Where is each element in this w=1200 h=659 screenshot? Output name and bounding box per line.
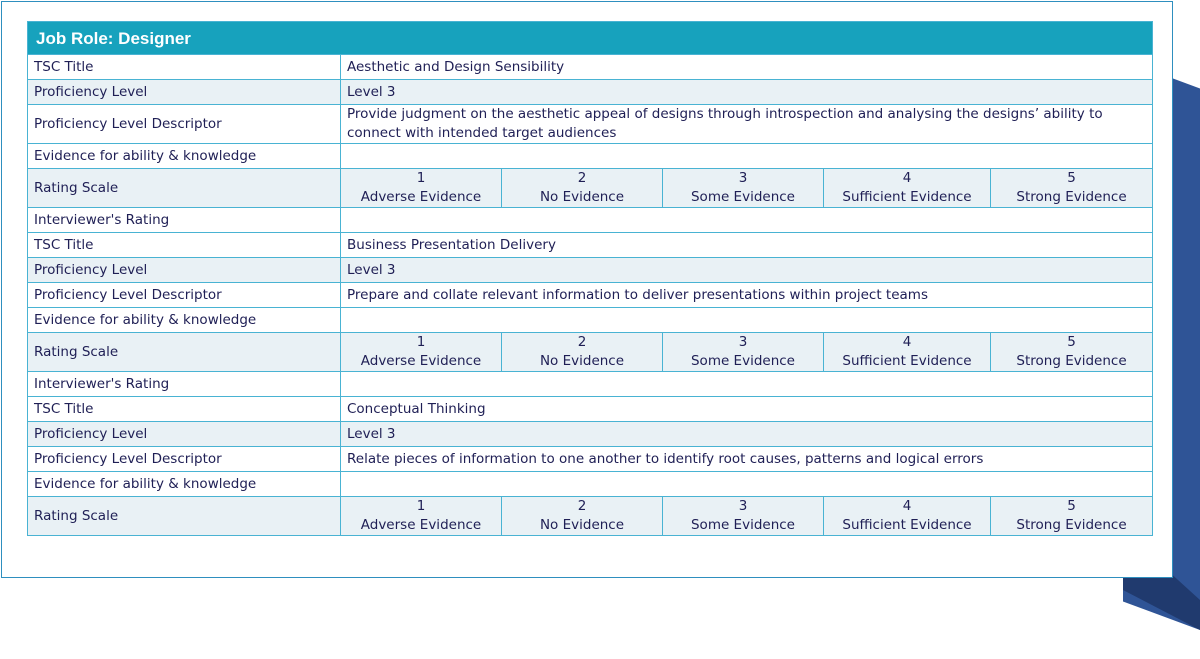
rating-scale-label: Rating Scale — [28, 497, 341, 536]
rating-label: No Evidence — [539, 517, 625, 533]
evidence-input-cell[interactable] — [341, 144, 1153, 169]
rating-label: Adverse Evidence — [360, 189, 482, 205]
rating-number: 2 — [577, 170, 587, 186]
table-row — [28, 447, 1153, 472]
rating-option-2[interactable] — [502, 169, 663, 208]
rating-label: Sufficient Evidence — [842, 517, 972, 533]
table-row — [28, 55, 1153, 80]
table-row — [28, 372, 1153, 397]
descriptor-label: Proficiency Level Descriptor — [28, 447, 341, 472]
evidence-label: Evidence for ability & knowledge — [28, 308, 341, 333]
tsc-title-value: Conceptual Thinking — [341, 397, 1153, 422]
table-row — [28, 208, 1153, 233]
rating-option-3[interactable] — [663, 169, 824, 208]
rating-option-4[interactable] — [824, 497, 991, 536]
proficiency-level-value: Level 3 — [341, 258, 1153, 283]
descriptor-value: Relate pieces of information to one another to identify root causes, patterns and logical errors — [341, 447, 1153, 472]
rating-option-3[interactable] — [663, 497, 824, 536]
rating-number: 1 — [416, 498, 426, 514]
proficiency-level-value: Level 3 — [341, 422, 1153, 447]
evidence-label: Evidence for ability & knowledge — [28, 472, 341, 497]
table-row — [28, 283, 1153, 308]
table-row — [28, 233, 1153, 258]
table-row — [28, 258, 1153, 283]
evidence-input-cell[interactable] — [341, 308, 1153, 333]
rating-option-2[interactable] — [502, 333, 663, 372]
descriptor-label: Proficiency Level Descriptor — [28, 283, 341, 308]
rating-label: Strong Evidence — [1016, 517, 1127, 533]
table-row — [28, 333, 1153, 372]
rating-label: Some Evidence — [690, 353, 795, 369]
table-row — [28, 169, 1153, 208]
proficiency-level-label: Proficiency Level — [28, 80, 341, 105]
assessment-card — [1, 1, 1173, 578]
rating-option-4[interactable] — [824, 169, 991, 208]
evidence-input-cell[interactable] — [341, 472, 1153, 497]
interviewer-rating-input-cell[interactable] — [341, 372, 1153, 397]
interviewer-rating-label: Interviewer's Rating — [28, 208, 341, 233]
tsc-title-value: Business Presentation Delivery — [341, 233, 1153, 258]
rating-number: 5 — [1067, 498, 1076, 514]
table-row — [28, 105, 1153, 144]
rating-number: 4 — [902, 498, 912, 514]
table-row — [28, 497, 1153, 536]
rating-number: 3 — [738, 170, 748, 186]
table-row — [28, 80, 1153, 105]
proficiency-level-label: Proficiency Level — [28, 422, 341, 447]
evidence-label: Evidence for ability & knowledge — [28, 144, 341, 169]
rating-number: 3 — [738, 334, 748, 350]
rating-option-1[interactable] — [341, 497, 502, 536]
rating-number: 1 — [416, 170, 426, 186]
table-row — [28, 472, 1153, 497]
rating-option-5[interactable] — [991, 497, 1153, 536]
rating-label: Strong Evidence — [1016, 353, 1127, 369]
rating-scale-label: Rating Scale — [28, 333, 341, 372]
rating-scale-label: Rating Scale — [28, 169, 341, 208]
rating-number: 5 — [1067, 334, 1076, 350]
rating-option-2[interactable] — [502, 497, 663, 536]
table-row — [28, 144, 1153, 169]
proficiency-level-label: Proficiency Level — [28, 258, 341, 283]
rating-option-1[interactable] — [341, 169, 502, 208]
interviewer-rating-label: Interviewer's Rating — [28, 372, 341, 397]
interviewer-rating-input-cell[interactable] — [341, 208, 1153, 233]
rating-number: 3 — [738, 498, 748, 514]
descriptor-label: Proficiency Level Descriptor — [28, 105, 341, 144]
rating-number: 5 — [1067, 170, 1076, 186]
rating-label: Adverse Evidence — [360, 353, 482, 369]
rating-label: Sufficient Evidence — [842, 353, 972, 369]
table-row — [28, 422, 1153, 447]
rating-number: 2 — [577, 498, 587, 514]
rating-number: 4 — [902, 334, 912, 350]
tsc-title-label: TSC Title — [28, 233, 341, 258]
rating-option-1[interactable] — [341, 333, 502, 372]
tsc-title-label: TSC Title — [28, 55, 341, 80]
rating-number: 1 — [416, 334, 426, 350]
rating-label: No Evidence — [539, 353, 625, 369]
descriptor-value: Provide judgment on the aesthetic appeal of designs through introspection and analysing the designs’ ability to connect with intended target audiences — [341, 105, 1153, 144]
rating-number: 4 — [902, 170, 912, 186]
rating-label: Some Evidence — [690, 517, 795, 533]
rating-label: Strong Evidence — [1016, 189, 1127, 205]
rating-option-5[interactable] — [991, 169, 1153, 208]
descriptor-value: Prepare and collate relevant information to deliver presentations within project teams — [341, 283, 1153, 308]
rating-label: Sufficient Evidence — [842, 189, 972, 205]
tsc-title-label: TSC Title — [28, 397, 341, 422]
rating-label: Adverse Evidence — [360, 517, 482, 533]
tsc-title-value: Aesthetic and Design Sensibility — [341, 55, 1153, 80]
assessment-table — [27, 21, 1153, 536]
rating-number: 2 — [577, 334, 587, 350]
proficiency-level-value: Level 3 — [341, 80, 1153, 105]
rating-option-5[interactable] — [991, 333, 1153, 372]
job-role-title: Job Role: Designer — [28, 22, 1153, 55]
title-row — [28, 22, 1153, 55]
table-row — [28, 308, 1153, 333]
table-row — [28, 397, 1153, 422]
rating-label: Some Evidence — [690, 189, 795, 205]
rating-option-4[interactable] — [824, 333, 991, 372]
rating-option-3[interactable] — [663, 333, 824, 372]
rating-label: No Evidence — [539, 189, 625, 205]
